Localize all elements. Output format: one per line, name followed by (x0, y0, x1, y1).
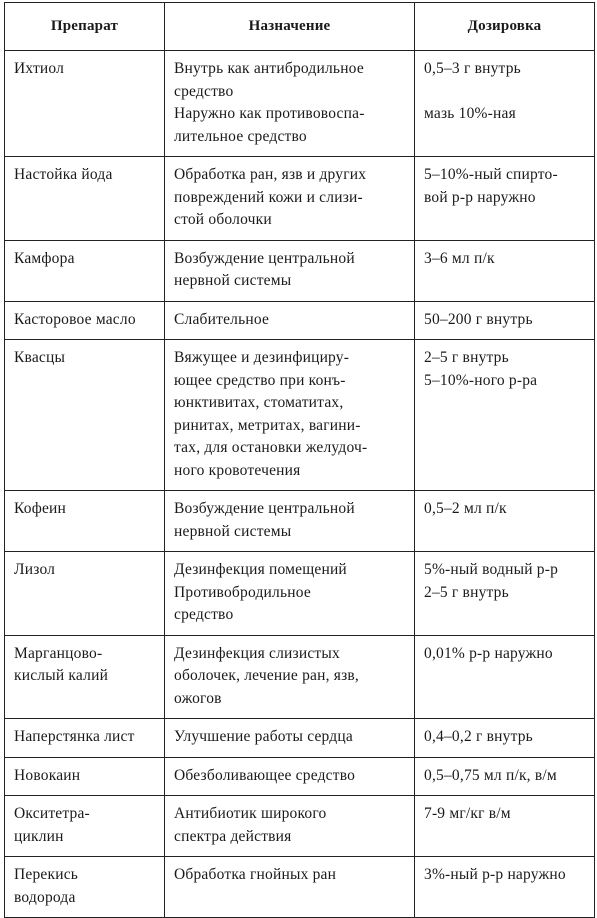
table-row (5, 340, 595, 491)
cell-text-line: юнктивитах, стоматитах, (174, 394, 344, 411)
table-row (5, 240, 595, 301)
cell-text-line: Возбуждение центральной (174, 249, 355, 267)
drug-name-cell (5, 301, 165, 340)
drug-name-cell (5, 635, 165, 719)
cell-text-line: Внутрь как антибродильное (174, 60, 364, 77)
purpose-cell (165, 157, 415, 241)
drug-name-cell (5, 157, 165, 241)
cell-text-line: Обработка гнойных ран (174, 866, 337, 883)
drug-name-cell (5, 719, 165, 758)
table-body (5, 51, 595, 918)
cell-text-line: 2–5 г внутрь (424, 583, 509, 601)
table-row (5, 51, 595, 157)
cell-text-line: Наперстянка лист (14, 728, 135, 745)
cell-text-line: Кофеин (14, 500, 67, 517)
cell-text-line: ного кровотечения (174, 461, 301, 479)
cell-text-line: спектра действия (174, 827, 292, 845)
drug-name-cell (5, 340, 165, 491)
purpose-cell (165, 857, 415, 918)
cell-text-line: 5%-ный водный р-р (424, 561, 559, 578)
cell-text-line: Наружно как противовоспа- (174, 105, 365, 122)
cell-text-line: ожогов (174, 689, 222, 707)
drug-table (4, 2, 595, 918)
cell-text-line: 3%-ный р-р наружно (424, 866, 566, 883)
table-row (5, 491, 595, 552)
cell-text-line: 5–10%-ного р-ра (424, 371, 538, 389)
drug-name-cell (5, 240, 165, 301)
purpose-cell (165, 719, 415, 758)
cell-text-line: 0,4–0,2 г внутрь (424, 728, 533, 745)
cell-text-line: водорода (14, 888, 76, 906)
table-row (5, 719, 595, 758)
cell-text-line: средство (174, 606, 234, 623)
purpose-cell (165, 491, 415, 552)
purpose-cell (165, 757, 415, 796)
dosage-cell (415, 719, 595, 758)
cell-text-line: Камфора (14, 249, 75, 267)
purpose-cell (165, 340, 415, 491)
cell-text-line: кислый калий (14, 667, 109, 684)
dosage-cell (415, 552, 595, 636)
cell-text-line: ринитах, метритах, вагини- (174, 416, 361, 434)
dosage-cell (415, 757, 595, 796)
dosage-cell (415, 301, 595, 340)
table-row (5, 301, 595, 340)
cell-text-line: 3–6 мл п/к (424, 249, 495, 267)
table-row (5, 757, 595, 796)
cell-text-line: 0,5–0,75 мл п/к, в/м (424, 766, 557, 784)
cell-text-line: Квасцы (14, 349, 66, 366)
cell-text-line: Дезинфекция слизистых (174, 644, 340, 662)
dosage-cell (415, 796, 595, 857)
cell-text-line: 50–200 г внутрь (424, 310, 533, 328)
dosage-cell (415, 51, 595, 157)
cell-text-line: 0,01% р-р наружно (424, 644, 553, 662)
table-row (5, 157, 595, 241)
drug-name-cell (5, 491, 165, 552)
drug-name-cell (5, 552, 165, 636)
table-row (5, 857, 595, 918)
drug-name-cell (5, 857, 165, 918)
dosage-cell (415, 340, 595, 491)
cell-text-line: Антибиотик широкого (174, 805, 327, 822)
dosage-cell (415, 240, 595, 301)
dosage-cell (415, 635, 595, 719)
cell-text-line: мазь 10%-ная (424, 105, 516, 122)
cell-text-line: 5–10%-ный спирто- (424, 166, 558, 183)
cell-text-line: Новокаин (14, 766, 81, 784)
purpose-cell (165, 240, 415, 301)
drug-name-cell (5, 796, 165, 857)
table-row (5, 552, 595, 636)
dosage-cell (415, 491, 595, 552)
cell-text-line: вой р-р наружно (424, 188, 536, 206)
table-row (5, 796, 595, 857)
cell-text-line: ющее средство при конъ- (174, 371, 346, 389)
cell-text-line: 0,5–3 г внутрь (424, 60, 521, 77)
cell-text-line: стой оболочки (174, 211, 272, 228)
drug-name-cell (5, 757, 165, 796)
purpose-cell (165, 51, 415, 157)
cell-text-line: Обработка ран, язв и других (174, 166, 367, 183)
cell-text-line: нервной системы (174, 522, 292, 540)
cell-text-line: повреждений кожи и слизи- (174, 188, 363, 206)
cell-text-line: Улучшение работы сердца (174, 728, 353, 745)
cell-text-line: тах, для остановки желудоч- (174, 439, 368, 456)
header-dosage: Дозировка (415, 3, 595, 51)
header-purpose: Назначение (165, 3, 415, 51)
cell-text-line: циклин (14, 827, 64, 845)
cell-text-line: 0,5–2 мл п/к (424, 500, 507, 517)
cell-text-line: лительное средство (174, 127, 307, 145)
table-header-row (5, 3, 595, 51)
cell-text-line: Окситетра- (14, 805, 90, 822)
cell-text-line: Касторовое масло (14, 310, 136, 328)
purpose-cell (165, 635, 415, 719)
cell-text-line: Дезинфекция помещений (174, 561, 347, 578)
cell-text-line: Настойка йода (14, 166, 113, 183)
cell-text-line: Возбуждение центральной (174, 500, 355, 517)
dosage-cell (415, 857, 595, 918)
cell-text-line: Обезболивающее средство (174, 766, 356, 784)
cell-text-line: Марганцово- (14, 644, 103, 662)
drug-name-cell (5, 51, 165, 157)
cell-text-line: Ихтиол (14, 60, 65, 77)
cell-text-line: Перекись (14, 866, 79, 883)
cell-text-line: оболочек, лечение ран, язв, (174, 667, 359, 684)
cell-text-line: 7-9 мг/кг в/м (424, 805, 511, 822)
cell-text-line: Вяжущее и дезинфициру- (174, 349, 350, 366)
purpose-cell (165, 552, 415, 636)
purpose-cell (165, 796, 415, 857)
blank-line (424, 81, 588, 104)
table-row (5, 635, 595, 719)
cell-text-line: нервной системы (174, 272, 292, 289)
purpose-cell (165, 301, 415, 340)
cell-text-line: Слабительное (174, 310, 270, 328)
header-drug: Препарат (5, 3, 165, 51)
cell-text-line: средство (174, 82, 234, 100)
cell-text-line: Лизол (14, 561, 56, 578)
cell-text-line: 2–5 г внутрь (424, 349, 509, 366)
dosage-cell (415, 157, 595, 241)
cell-text-line: Противобродильное (174, 583, 311, 601)
